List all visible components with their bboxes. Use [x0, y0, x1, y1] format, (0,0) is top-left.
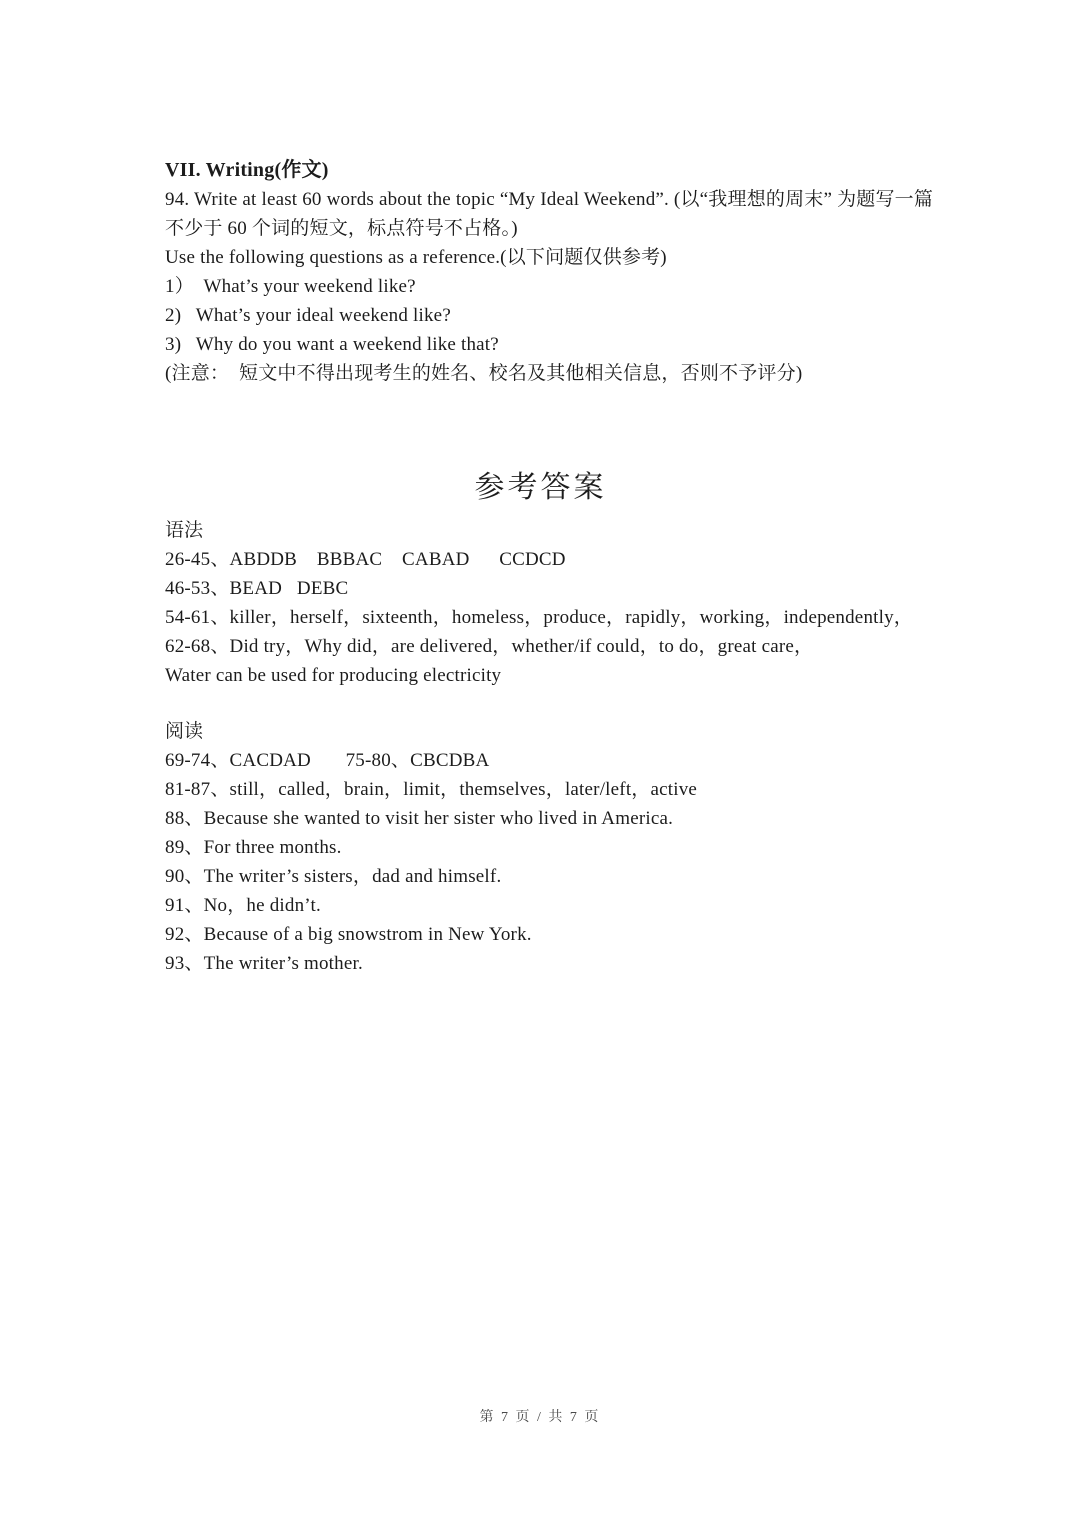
writing-question-3: 3) Why do you want a weekend like that? [165, 334, 499, 355]
reading-answer-line: 81-87、still，called，brain，limit，themselves，later/left，active [165, 779, 698, 800]
grammar-answer-line: 46-53、BEAD DEBC [165, 578, 349, 599]
grammar-answer-line: Water can be used for producing electricity [165, 665, 502, 686]
writing-prompt-line-2: 不少于 60 个词的短文，标点符号不占格。) [165, 218, 518, 239]
reading-answer-line: 91、No，he didn’t. [165, 895, 321, 916]
writing-section-heading: VII. Writing(作文) [165, 159, 329, 181]
reading-answer-line: 88、Because she wanted to visit her sister who lived in America. [165, 808, 674, 829]
grammar-answer-line: 54-61、killer，herself，sixteenth，homeless，produce，rapidly，working，independently， [165, 607, 914, 628]
grammar-section-label: 语法 [165, 520, 204, 541]
reading-answer-line: 69-74、CACDAD 75-80、CBCDBA [165, 750, 490, 771]
answers-title: 参考答案 [474, 471, 607, 504]
page-number-footer: 第 7 页 / 共 7 页 [479, 1410, 601, 1425]
reading-answer-line: 93、The writer’s mother. [165, 953, 363, 974]
writing-question-1: 1） What’s your weekend like? [165, 276, 416, 297]
reading-answer-line: 92、Because of a big snowstrom in New York. [165, 924, 532, 945]
writing-note: (注意： 短文中不得出现考生的姓名、校名及其他相关信息，否则不予评分) [165, 363, 803, 384]
writing-question-2: 2) What’s your ideal weekend like? [165, 305, 451, 326]
grammar-answer-line: 26-45、ABDDB BBBAC CABAD CCDCD [165, 549, 566, 570]
grammar-answer-line: 62-68、Did try，Why did，are delivered，whether/if could，to do，great care， [165, 636, 814, 657]
reading-answer-line: 90、The writer’s sisters，dad and himself. [165, 866, 502, 887]
page-content [165, 156, 960, 978]
reading-section-label: 阅读 [165, 721, 204, 742]
writing-reference-line: Use the following questions as a reference.(以下问题仅供参考) [165, 247, 667, 268]
reading-answer-line: 89、For three months. [165, 837, 342, 858]
writing-prompt-line-1: 94. Write at least 60 words about the topic “My Ideal Weekend”. (以“我理想的周末” 为题写一篇 [165, 189, 934, 210]
